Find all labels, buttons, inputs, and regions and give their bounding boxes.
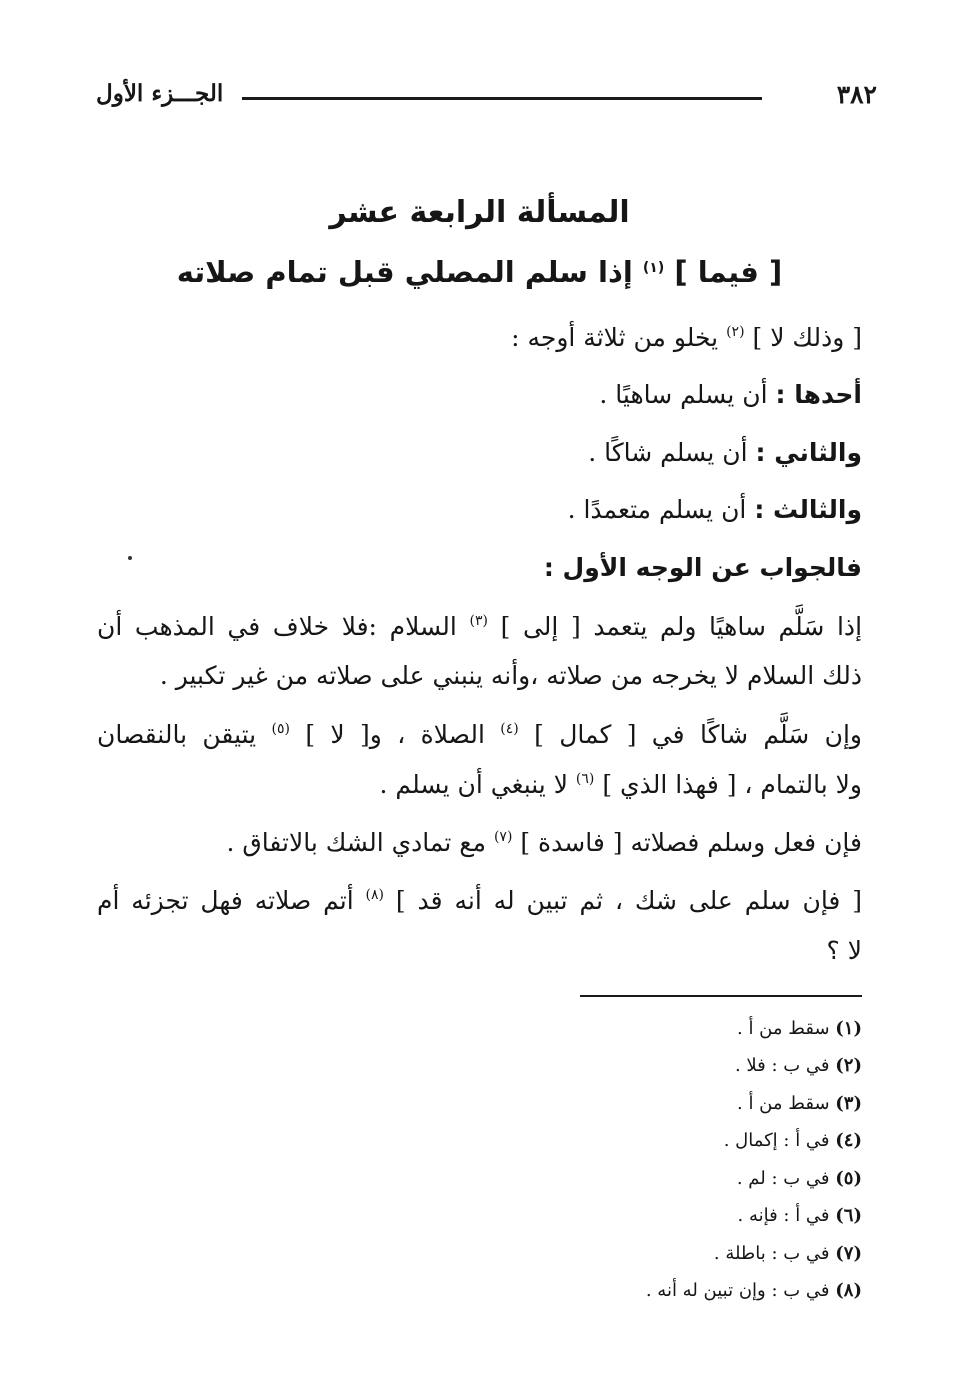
- paragraph-1-line-2: ذلك السلام لا يخرجه من صلاته ،وأنه ينبني على صلاته من غير تكبير .: [159, 661, 862, 690]
- answer-heading: فالجواب عن الوجه الأول :: [543, 553, 862, 582]
- paragraph-2-line-2: ولا بالتمام ، [ فهذا الذي ] $^{(٦)}$ لا ينبغي أن يسلم .: [379, 770, 862, 799]
- case-label: والثاني :: [755, 438, 862, 467]
- page-number: ٣٨٢: [836, 80, 877, 109]
- print-speck: [128, 556, 132, 560]
- chapter-subtitle: [0, 255, 959, 289]
- paragraph-1-line-1: إذا سَلَّم ساهيًا ولم يتعمد [ إلى ] $^{(٣)}$ السلام :فلا خلاف في المذهب أن: [97, 612, 863, 641]
- footnote: (٤) في أ : إكمال .: [723, 1130, 862, 1151]
- bracket-open: [: [769, 255, 783, 289]
- footnote-ref: (٧): [493, 829, 513, 845]
- footnote: (٥) في ب : لم .: [736, 1168, 862, 1189]
- bracketed-word: فيما: [697, 255, 759, 289]
- header-rule: [242, 97, 762, 100]
- intro-line: [ وذلك لا ] $^{(٢)}$ يخلو من ثلاثة أوجه :: [511, 323, 862, 352]
- running-header-part: الجـــزء الأول: [96, 80, 224, 107]
- paragraph-4-line-1: [ فإن سلم على شك ، ثم تبين له أنه قد ] $^{(٨)}$ أتم صلاته فهل تجزئه أم: [97, 886, 863, 915]
- footnote-ref: (٢): [726, 324, 745, 340]
- subtitle-rest: إذا سلم المصلي قبل تمام صلاته: [176, 255, 633, 289]
- case-label: والثالث :: [754, 495, 862, 524]
- paragraph-4-line-2: لا ؟: [826, 936, 862, 965]
- case-three: والثالث : أن يسلم متعمدًا .: [567, 495, 862, 524]
- chapter-title: المسألة الرابعة عشر: [329, 195, 630, 230]
- paragraph-3: فإن فعل وسلم فصلاته [ فاسدة ] $^{(٧)}$ مع تمادي الشك بالاتفاق .: [226, 828, 862, 857]
- footnote-ref: (٣): [469, 613, 488, 629]
- case-label: أحدها :: [775, 380, 862, 409]
- footnote: (٦) في أ : فإنه .: [737, 1205, 862, 1226]
- bracket-close: ]: [674, 255, 688, 289]
- footnote-ref: (٥): [271, 721, 290, 737]
- footnote-ref: (٦): [575, 771, 595, 787]
- footnote: (٨) في ب : وإن تبين له أنه .: [645, 1280, 862, 1301]
- paragraph-2-line-1: وإن سَلَّم شاكًا في [ كمال ] $^{(٤)}$ الصلاة ، و[ لا ] $^{(٥)}$ يتيقن بالنقصان: [97, 720, 862, 749]
- footnote: (٣) سقط من أ .: [737, 1093, 862, 1114]
- footnote-rule: [580, 995, 862, 997]
- case-one: أحدها : أن يسلم ساهيًا .: [599, 380, 862, 409]
- footnote-ref: (٤): [500, 721, 519, 737]
- footnote: (٧) في ب : باطلة .: [713, 1243, 862, 1264]
- footnote-ref: (١): [642, 260, 665, 276]
- footnote: (٢) في ب : فلا .: [734, 1055, 862, 1076]
- footnote-ref: (٨): [365, 887, 384, 903]
- footnote: (١) سقط من أ .: [737, 1018, 862, 1039]
- case-two: والثاني : أن يسلم شاكًا .: [588, 438, 862, 467]
